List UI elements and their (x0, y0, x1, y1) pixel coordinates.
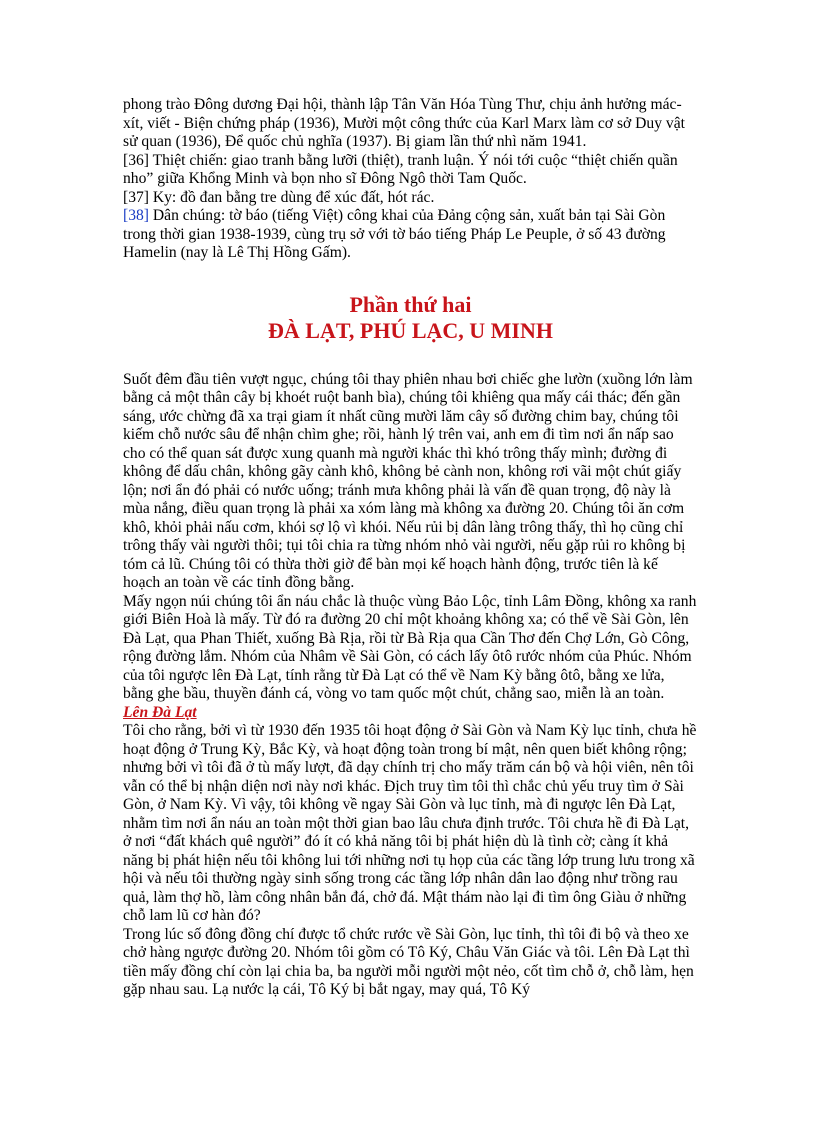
footnote-38-link[interactable]: [38] (123, 207, 149, 224)
part-title: Phần thứ hai (349, 291, 472, 317)
footnote-intro-continuation: phong trào Đông dương Đại hội, thành lập Tân Văn Hóa Tùng Thư, chịu ảnh hưởng mác-xít, viết - Biện chứng pháp (1936), Mười một công thức của Karl Marx làm cơ sở Duy vật sử quan (1936), Để quốc chủ nghĩa (1937). Bị giam lần thứ nhì năm 1941. (123, 96, 685, 150)
body-paragraph-3: Tôi cho rằng, bởi vì từ 1930 đến 1935 tôi hoạt động ở Sài Gòn và Nam Kỳ lục tỉnh, chưa hề hoạt động ở Trung Kỳ, Bắc Kỳ, và hoạt động toàn trong bí mật, nên quen biết không rộng; nhưng bởi vì tôi đã ở tù mấy lượt, đã dạy chính trị cho mấy trăm cán bộ và hội viên, nên tôi vẫn có thể bị nhận diện nơi này nơi khác. Địch truy tìm tôi thì chắc chủ yếu truy tìm ở Sài Gòn, ở Nam Kỳ. Vì vậy, tôi không về ngay Sài Gòn và lục tỉnh, mà đi ngược lên Đà Lạt, nhằm tìm nơi ẩn náu an toàn một thời gian bao lâu chưa định trước. Tôi chưa hề đi Đà Lạt, ở nơi “đất khách quê người” đó ít có khả năng tôi bị phát hiện dù là tình cờ; càng ít khả năng bị phát hiện nếu tôi không lui tới những nơi tụ họp của các tầng lớp trung lưu trong xã hội và nếu tôi thường ngày sinh sống trong các tầng lớp nhân dân lao động như trồng rau quả, làm thợ hồ, làm công nhân bắn đá, chở đá. Mật thám nào lại đi tìm ông Giàu ở những chỗ lam lũ cơ hàn đó? (123, 722, 697, 924)
document-page (123, 96, 698, 1000)
section-heading-len-da-lat: Lên Đà Lạt (123, 703, 197, 721)
body-paragraph-4: Trong lúc số đông đồng chí được tổ chức rước về Sài Gòn, lục tỉnh, thì tôi đi bộ và theo xe chở hàng ngược đường 20. Nhóm tôi gồm có Tô Ký, Châu Văn Giác và tôi. Lên Đà Lạt thì tiền mấy đồng chí còn lại chia ba, ba người mỗi người một nẻo, cốt tìm chỗ ở, chỗ làm, hẹn gặp nhau sau. Lạ nước lạ cái, Tô Ký bị bắt ngay, may quá, Tô Ký (123, 925, 694, 998)
footnote-38 (123, 207, 698, 263)
footnote-38-text: Dân chúng: tờ báo (tiếng Việt) công khai của Đảng cộng sản, xuất bản tại Sài Gòn trong thời gian 1938-1939, cùng trụ sở với tờ báo tiếng Pháp Le Peuple, ở số 43 đường Hamelin (nay là Lê Thị Hồng Gấm). (123, 207, 666, 261)
body-paragraph-1: Suốt đêm đầu tiên vượt ngục, chúng tôi thay phiên nhau bơi chiếc ghe lườn (xuồng lớn làm bằng cả một thân cây bị khoét ruột banh bìa), chúng tôi khiêng qua mấy cái thác; đến gần sáng, ước chừng đã xa trại giam ít nhất cũng mười lăm cây số đường chim bay, chúng tôi kiếm chỗ nước sâu để nhận chìm ghe; rồi, hành lý trên vai, anh em đi tìm nơi ẩn nấp sao cho có thể quan sát được xung quanh mà người khác thì khó trông thấy mình; đường đi không để dấu chân, không gãy cành khô, không bẻ cành non, không rơi vãi một chút giấy lộn; nơi ẩn đó phải có nước uống; tránh mưa không phải là vấn đề quan trọng, độ này là mùa nắng, điều quan trọng là phải xa xóm làng mà không xa đường 20. Chúng tôi ăn cơm khô, khỏi phải nấu cơm, khói sợ lộ vì khói. Nếu rủi bị dân làng trông thấy, thì họ cũng chỉ trông thấy vài người thôi; tụi tôi chia ra từng nhóm nhỏ vài người, nếu gặp rủi ro không bị tóm cả lũ. Chúng tôi có thừa thời giờ để bàn mọi kế hoạch hành động, trước tiên là kế hoạch an toàn về các tỉnh đồng bằng. (123, 370, 693, 591)
footnote-36: [36] Thiệt chiến: giao tranh bằng lưỡi (thiệt), tranh luận. Ý nói tới cuộc “thiệt chiến quần nho” giữa Khổng Minh và bọn nho sĩ Đông Ngô thời Tam Quốc. (123, 151, 678, 187)
footnote-37: [37] Ky: đồ đan bằng tre dùng để xúc đất, hót rác. (123, 188, 435, 206)
part-heading (123, 292, 698, 344)
part-subtitle: ĐÀ LẠT, PHÚ LẠC, U MINH (268, 317, 553, 343)
body-paragraph-2: Mấy ngọn núi chúng tôi ẩn náu chắc là thuộc vùng Bảo Lộc, tỉnh Lâm Đồng, không xa ranh giới Biên Hoà là mấy. Từ đó ra đường 20 chỉ một khoảng không xa; có thể về Sài Gòn, lên Đà Lạt, qua Phan Thiết, xuống Bà Rịa, rồi từ Bà Rịa qua Cần Thơ đến Chợ Lớn, Gò Công, rộng đường lắm. Nhóm của Nhâm về Sài Gòn, có cách lấy ôtô rước nhóm của Phúc. Nhóm của tôi ngược lên Đà Lạt, tính rằng từ Đà Lạt có thể về Nam Kỳ bằng ôtô, bằng xe lửa, bằng ghe bầu, thuyền đánh cá, vòng vo tam quốc một chút, chẳng sao, miễn là an toàn. (123, 592, 697, 702)
